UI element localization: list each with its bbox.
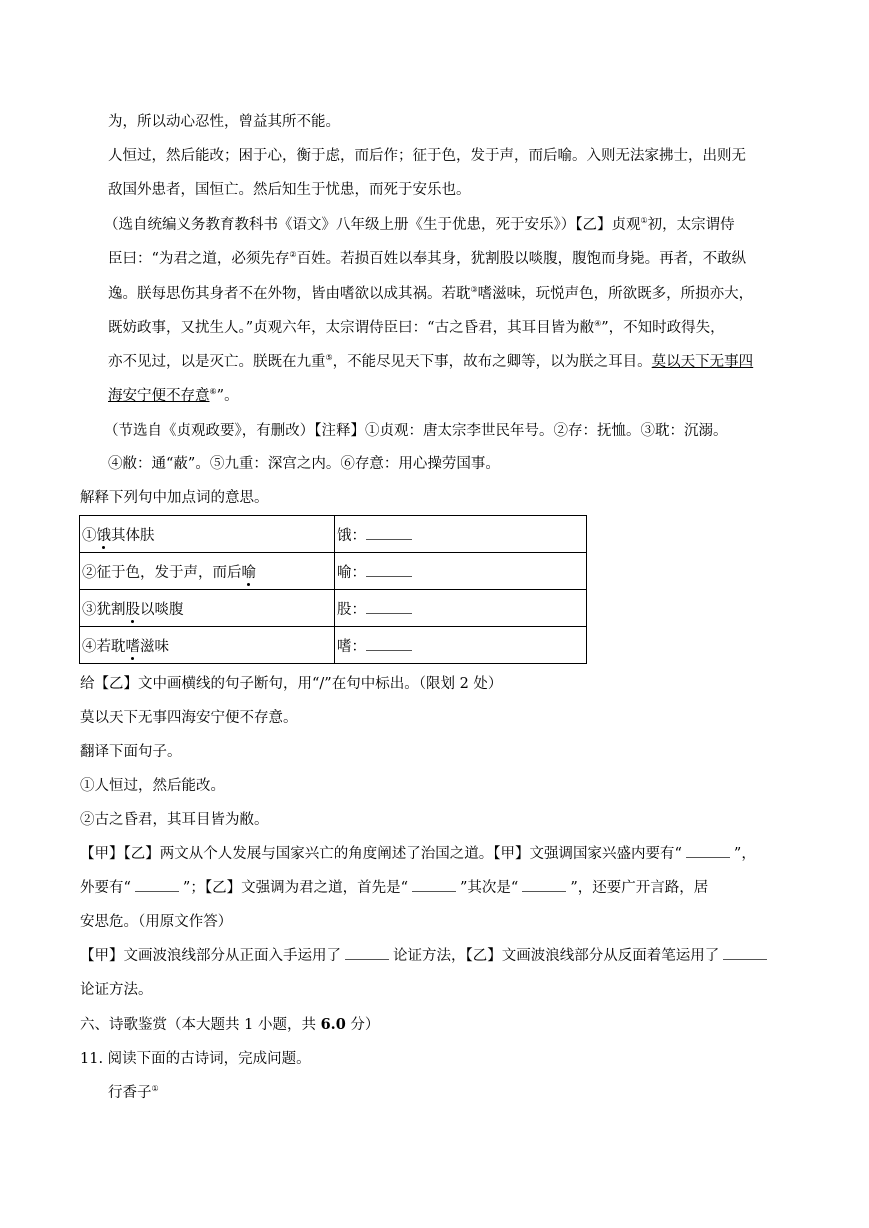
text-line <box>108 317 725 339</box>
text-span: 臣曰：“为君之道，必须先存 <box>108 251 290 267</box>
text-span: ”， <box>733 846 756 862</box>
text-span: 滋味 <box>140 638 169 655</box>
question-text: 安思危。（用原文作答） <box>80 914 233 930</box>
item-number: ④ <box>82 638 97 655</box>
answer-blank[interactable] <box>366 603 412 614</box>
gloss-answer-cell <box>335 590 587 627</box>
text-span: ”，不知时政得失， <box>601 320 725 336</box>
footnote-marker: ① <box>151 1084 159 1094</box>
answer-label: 喻： <box>337 564 366 581</box>
poem-title <box>108 1082 159 1104</box>
question-prompt: 11. 阅读下面的古诗词，完成问题。 <box>80 1051 311 1067</box>
question-item: ①人恒过，然后能改。 <box>80 778 225 794</box>
text-span: （选自统编义务教育教科书《语文》八年级上册《生于优患，死于安乐》）【乙】贞观 <box>104 217 641 233</box>
gloss-answer-cell <box>335 516 587 553</box>
text-span: 行香子 <box>108 1085 152 1101</box>
text-line: 为，所以动心忍性，曾益其所不能。 <box>108 114 340 130</box>
underlined-sentence: 海安宁便不存意 <box>108 388 210 404</box>
answer-blank[interactable] <box>366 566 412 577</box>
text-line: 敌国外患者，国恒亡。然后知生于忧患，而死于安乐也。 <box>108 182 471 198</box>
gloss-row <box>80 553 587 590</box>
section-heading <box>80 1014 379 1036</box>
footnote-marker: ⑥ <box>209 387 217 397</box>
answer-blank[interactable] <box>366 640 412 651</box>
text-span: ，不能尽见天下事，故布之卿等，以为朕之耳目。 <box>332 354 652 370</box>
question-sentence: 莫以天下无事四海安宁便不存意。 <box>80 710 298 726</box>
question-prompt: 给【乙】文中画横线的句子断句，用“/”在句中标出。（限划 2 处） <box>80 676 503 692</box>
footnote-marker: ④ <box>594 319 602 329</box>
text-line <box>108 385 239 407</box>
text-line <box>108 248 746 270</box>
gloss-row <box>80 590 587 627</box>
gloss-answer-cell <box>335 627 587 664</box>
question-text <box>80 843 756 865</box>
gloss-table <box>79 515 587 664</box>
answer-blank[interactable] <box>522 881 566 892</box>
question-text <box>80 877 708 899</box>
gloss-row <box>80 516 587 553</box>
text-span: 征于色，发于声，而后 <box>96 564 242 581</box>
footnote-marker: ② <box>289 250 297 260</box>
emphasized-word: 股 <box>125 601 140 618</box>
text-span: ”，还要广开言路，居 <box>570 880 709 896</box>
item-number: ① <box>82 527 97 544</box>
text-line: 人恒过，然后能改；困于心，衡于虑，而后作；征于色，发于声，而后喻。入则无法家拂士，出则无 <box>108 148 746 164</box>
text-span: 既妨政事，又扰生人。”贞观六年，太宗谓侍臣曰：“古之昏君，其耳目皆为敝 <box>108 320 595 336</box>
answer-blank[interactable] <box>135 881 179 892</box>
text-line <box>108 283 753 305</box>
gloss-sentence-cell <box>80 516 335 553</box>
question-text <box>80 945 771 967</box>
question-prompt: 解释下列句中加点词的意思。 <box>80 490 269 506</box>
gloss-row <box>80 627 587 664</box>
question-text: 论证方法。 <box>80 982 153 998</box>
answer-blank[interactable] <box>366 529 412 540</box>
text-span: 嗜滋味，玩悦声色，所欲既多，所损亦大， <box>477 286 754 302</box>
text-line <box>108 351 753 373</box>
gloss-sentence-cell <box>80 553 335 590</box>
text-span: ”；【乙】文强调为君之道，首先是“ <box>182 880 408 896</box>
footnote-marker: ③ <box>470 285 478 295</box>
question-prompt: 翻译下面句子。 <box>80 744 182 760</box>
emphasized-word: 饿 <box>96 527 111 544</box>
gloss-answer-cell <box>335 553 587 590</box>
text-span: 【甲】文画波浪线部分从正面入手运用了 <box>80 948 341 964</box>
emphasized-word: 嗜 <box>125 638 140 655</box>
question-item: ②古之昏君，其耳目皆为敝。 <box>80 812 269 828</box>
text-span: 以啖腹 <box>140 601 184 618</box>
notes-line: ④敝：通“蔽”。⑤九重：深宫之内。⑥存意：用心操劳国事。 <box>108 456 500 472</box>
footnote-marker: ① <box>640 216 648 226</box>
answer-blank[interactable] <box>686 847 730 858</box>
answer-blank[interactable] <box>723 949 767 960</box>
text-span: 其体肤 <box>111 527 155 544</box>
item-number: ③ <box>82 601 97 618</box>
gloss-sentence-cell <box>80 627 335 664</box>
answer-label: 饿： <box>337 527 366 544</box>
text-span: 分） <box>345 1017 380 1033</box>
text-span: 若耽 <box>96 638 126 655</box>
emphasized-word: 喻 <box>241 564 256 581</box>
text-span: 逸。朕每思伤其身者不在外物，皆由嗜欲以成其祸。若耽 <box>108 286 471 302</box>
score-value: 6.0 <box>320 1016 346 1033</box>
text-span: ”。 <box>216 388 239 404</box>
text-span: 初，太宗谓侍 <box>647 217 735 233</box>
text-span: 论证方法，【乙】文画波浪线部分从反面着笔运用了 <box>393 948 720 964</box>
text-line <box>104 214 735 236</box>
answer-blank[interactable] <box>345 949 389 960</box>
notes-line: （节选自《贞观政要》，有删改）【注释】①贞观：唐太宗李世民年号。②存：抚恤。③耽：沉溺。 <box>104 423 728 439</box>
text-span: 【甲】【乙】两文从个人发展与国家兴亡的角度阐述了治国之道。【甲】文强调国家兴盛内要有“ <box>80 846 682 862</box>
gloss-sentence-cell <box>80 590 335 627</box>
item-number: ② <box>82 564 97 581</box>
footnote-marker: ⑤ <box>325 353 333 363</box>
text-span: 百姓。若损百姓以奉其身，犹割股以啖腹，腹饱而身毙。再者，不敢纵 <box>296 251 747 267</box>
answer-label: 股： <box>337 601 366 618</box>
text-span: 六、诗歌鉴赏（本大题共 1 小题，共 <box>80 1017 321 1033</box>
answer-blank[interactable] <box>412 881 456 892</box>
underlined-sentence: 莫以天下无事四 <box>651 354 754 370</box>
text-span: 亦不见过，以是灭亡。朕既在九重 <box>108 354 326 370</box>
text-span: 犹割 <box>96 601 126 618</box>
text-span: 外要有“ <box>80 880 131 896</box>
answer-label: 嗜： <box>337 638 366 655</box>
text-span: ”其次是“ <box>460 880 519 896</box>
